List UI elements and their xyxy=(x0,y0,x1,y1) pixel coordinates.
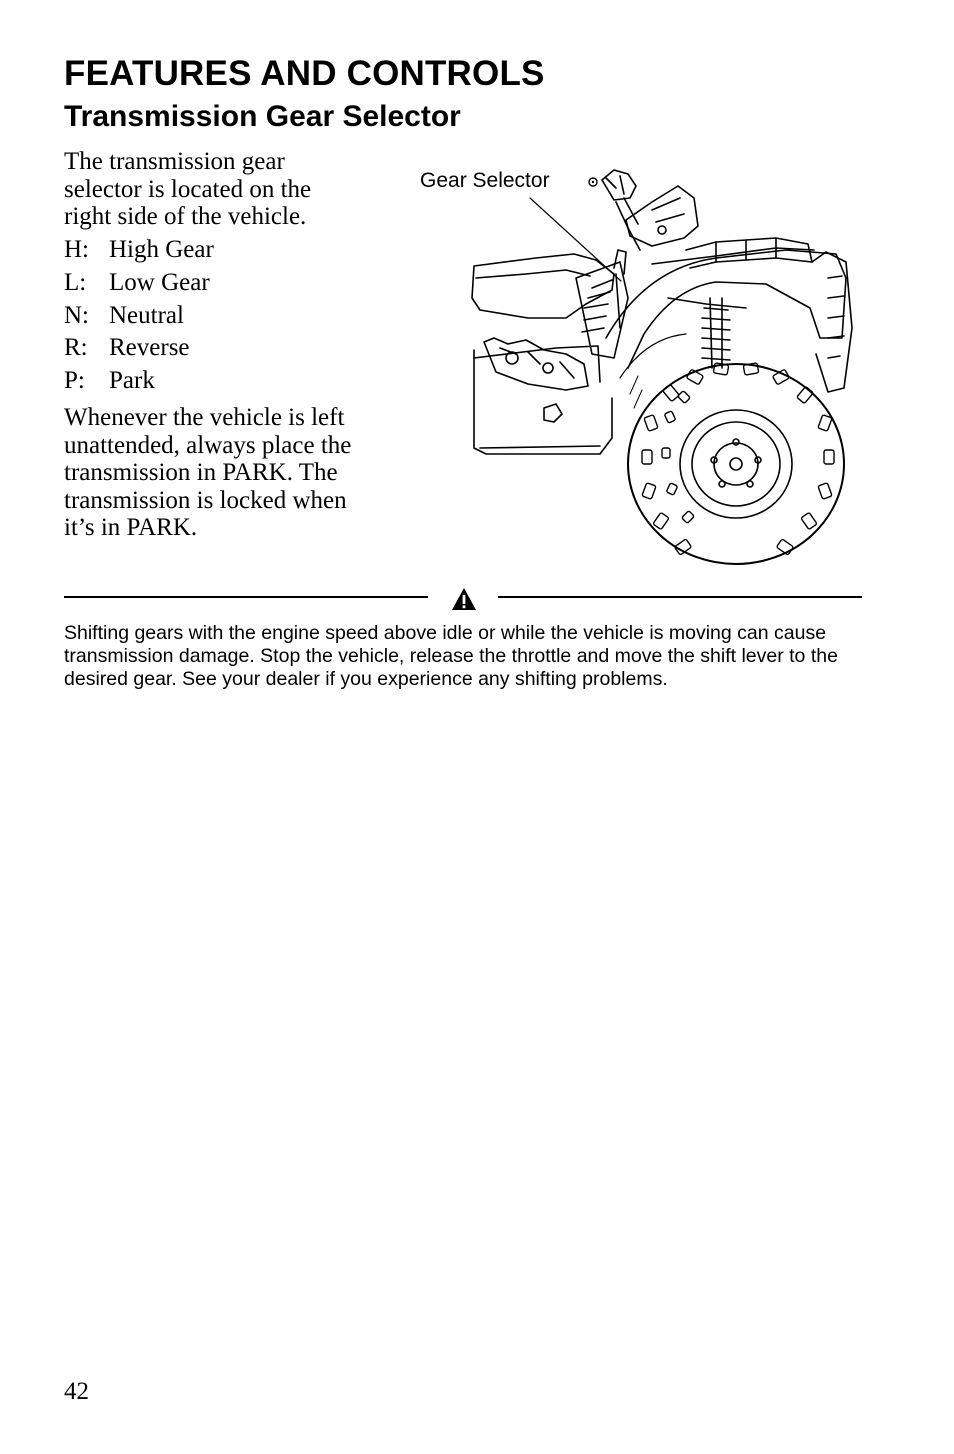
gear-label: Park xyxy=(109,367,155,395)
gear-item-park xyxy=(64,365,214,398)
gear-code: P: xyxy=(64,367,85,395)
caution-text: Shifting gears with the engine speed above idle or while the vehicle is moving can cause transmission damage. Stop the vehicle, release the throttle and move the shift lever to the desired gear. See your dealer if you experience any shifting problems. xyxy=(64,622,838,690)
gear-label: Neutral xyxy=(109,301,184,329)
subsection-title: Transmission Gear Selector xyxy=(64,100,461,133)
gear-list xyxy=(64,234,214,398)
atv-illustration xyxy=(416,158,862,568)
gear-label: Low Gear xyxy=(109,268,210,296)
gear-label: Reverse xyxy=(109,334,190,362)
intro-paragraph: The transmission gear selector is located on the right side of the vehicle. xyxy=(64,148,312,230)
gear-item-reverse xyxy=(64,332,214,365)
park-note-paragraph: Whenever the vehicle is left unattended, always place the transmission in PARK. The transmission is locked when it’s in PARK. xyxy=(64,404,352,541)
gear-selector-callout-label: Gear Selector xyxy=(420,169,550,192)
gear-code: H: xyxy=(64,236,89,263)
warning-triangle-icon xyxy=(450,586,478,612)
atv-gear-selector-figure xyxy=(416,158,862,568)
gear-label: High Gear xyxy=(109,236,214,263)
gear-item-neutral xyxy=(64,300,214,333)
gear-item-high xyxy=(64,234,214,267)
gear-code: N: xyxy=(64,301,89,329)
gear-code: L: xyxy=(64,268,87,296)
caution-rule-right xyxy=(498,596,862,598)
section-title: FEATURES AND CONTROLS xyxy=(64,54,545,93)
gear-code: R: xyxy=(64,334,88,362)
caution-rule-left xyxy=(64,596,428,598)
gear-item-low xyxy=(64,267,214,300)
page-number: 42 xyxy=(64,1378,89,1405)
